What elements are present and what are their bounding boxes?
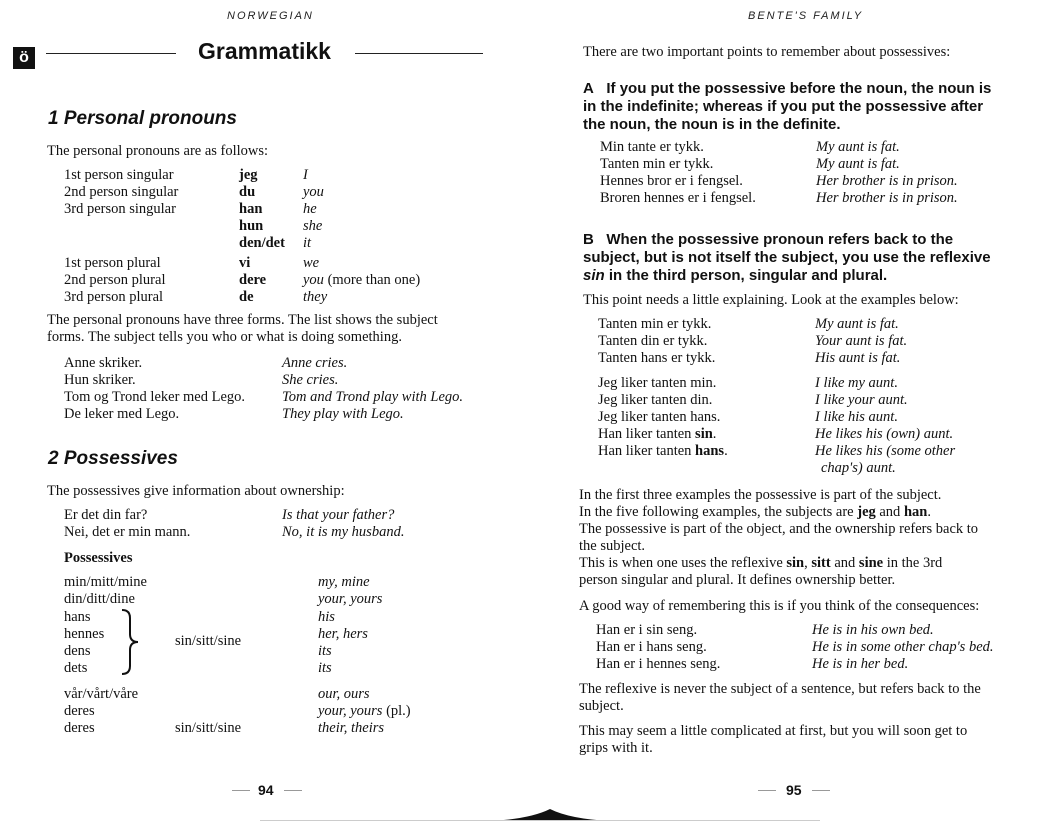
pronoun-norwegian-column: jeg du han hun den/det vi dere de [239, 167, 285, 305]
point-a-english: My aunt is fat. My aunt is fat. Her brother is in prison. Her brother is in prison. [816, 139, 958, 206]
point-b-group2-english: I like my aunt. I like your aunt. I like his aunt. He likes his (own) aunt. He likes his (some other chap's) aunt. [815, 375, 956, 476]
point-a-heading: A If you put the possessive before the noun, the noun is in the indefinite; whereas if you put the possessive after the noun, the noun is in the definite. [583, 80, 992, 133]
section-intro: The personal pronouns are as follows: [47, 143, 269, 159]
possessives-norwegian-column: min/mitt/mine din/ditt/dine hans hennes dens dets vår/vårt/våre deres deres [64, 574, 147, 737]
explanation-paragraphs: In the first three examples the possessive is part of the subject. In the five following examples, the subjects are jeg and han. The possessive is part of the object, and the ownership refers back to the subject. This is when one uses the reflexive sin, sitt and sine in the 3rd person singular and plural. It defines ownership better. [579, 487, 979, 588]
possessives-intro: The possessives give information about ownership: [47, 483, 345, 499]
point-b-heading: B When the possessive pronoun refers back to the subject, but is not itself the subject, you use the reflexive sin in the third person, singular and plural. [583, 231, 991, 284]
example-norwegian-column: Anne skriker. Hun skriker. Tom og Trond leker med Lego. De leker med Lego. [64, 355, 246, 422]
reflexive-form-1: sin/sitt/sine [175, 633, 242, 649]
reflexive-form-2: sin/sitt/sine [175, 720, 242, 736]
page-rule [232, 790, 250, 791]
bottom-edge [260, 820, 820, 821]
brace-icon [118, 608, 144, 676]
point-b-group1-norwegian: Tanten min er tykk. Tanten din er tykk. Tanten hans er tykk. [598, 316, 716, 366]
possessives-subheading: Possessives [64, 550, 133, 566]
title-rule-right [355, 53, 483, 54]
page-rule [758, 790, 776, 791]
running-header-left: NORWEGIAN [227, 10, 314, 22]
page-rule [812, 790, 830, 791]
page-number-left: 94 [258, 782, 274, 798]
running-header-right: BENTE'S FAMILY [748, 10, 864, 22]
page-number-right: 95 [786, 782, 802, 798]
consequences-intro: A good way of remembering this is if you think of the consequences: [579, 598, 980, 614]
section-heading-personal-pronouns: 1 Personal pronouns [48, 108, 237, 129]
consequences-english: He is in his own bed. He is in some other chap's bed. He is in her bed. [812, 622, 994, 672]
page-title: Grammatikk [198, 38, 331, 64]
page-rule [284, 790, 302, 791]
possessive-example-english: Is that your father? No, it is my husband. [282, 507, 405, 540]
point-b-intro: This point needs a little explaining. Look at the examples below: [583, 292, 959, 308]
right-intro: There are two important points to remember about possessives: [583, 44, 951, 60]
reflexive-note: The reflexive is never the subject of a sentence, but refers back to the subject. [579, 681, 981, 714]
pronoun-english-column: I you he she it we you (more than one) they [303, 167, 421, 305]
closing-note: This may seem a little complicated at first, but you will soon get to grips with it. [579, 723, 968, 756]
possessive-example-norwegian: Er det din far? Nei, det er min mann. [64, 507, 191, 540]
point-a-norwegian: Min tante er tykk. Tanten min er tykk. Hennes bror er i fengsel. Broren hennes er i fengsel. [600, 139, 756, 206]
pronoun-person-column: 1st person singular 2nd person singular 3rd person singular 1st person plural 2nd person plural 3rd person plural [64, 167, 179, 305]
possessives-english-column: my, mine your, yours his her, hers its its our, ours your, yours (pl.) their, theirs [318, 574, 411, 737]
grammar-icon: ö [13, 47, 35, 69]
point-b-group2-norwegian: Jeg liker tanten min. Jeg liker tanten din. Jeg liker tanten hans. Han liker tanten sin. Han liker tanten hans. [598, 375, 728, 459]
point-b-group1-english: My aunt is fat. Your aunt is fat. His aunt is fat. [815, 316, 908, 366]
example-english-column: Anne cries. She cries. Tom and Trond play with Lego. They play with Lego. [282, 355, 464, 422]
consequences-norwegian: Han er i sin seng. Han er i hans seng. Han er i hennes seng. [596, 622, 721, 672]
title-rule-left [46, 53, 176, 54]
section-heading-possessives: 2 Possessives [48, 448, 178, 469]
paragraph-forms: The personal pronouns have three forms. The list shows the subject forms. The subject tells you who or what is doing something. [47, 312, 438, 345]
